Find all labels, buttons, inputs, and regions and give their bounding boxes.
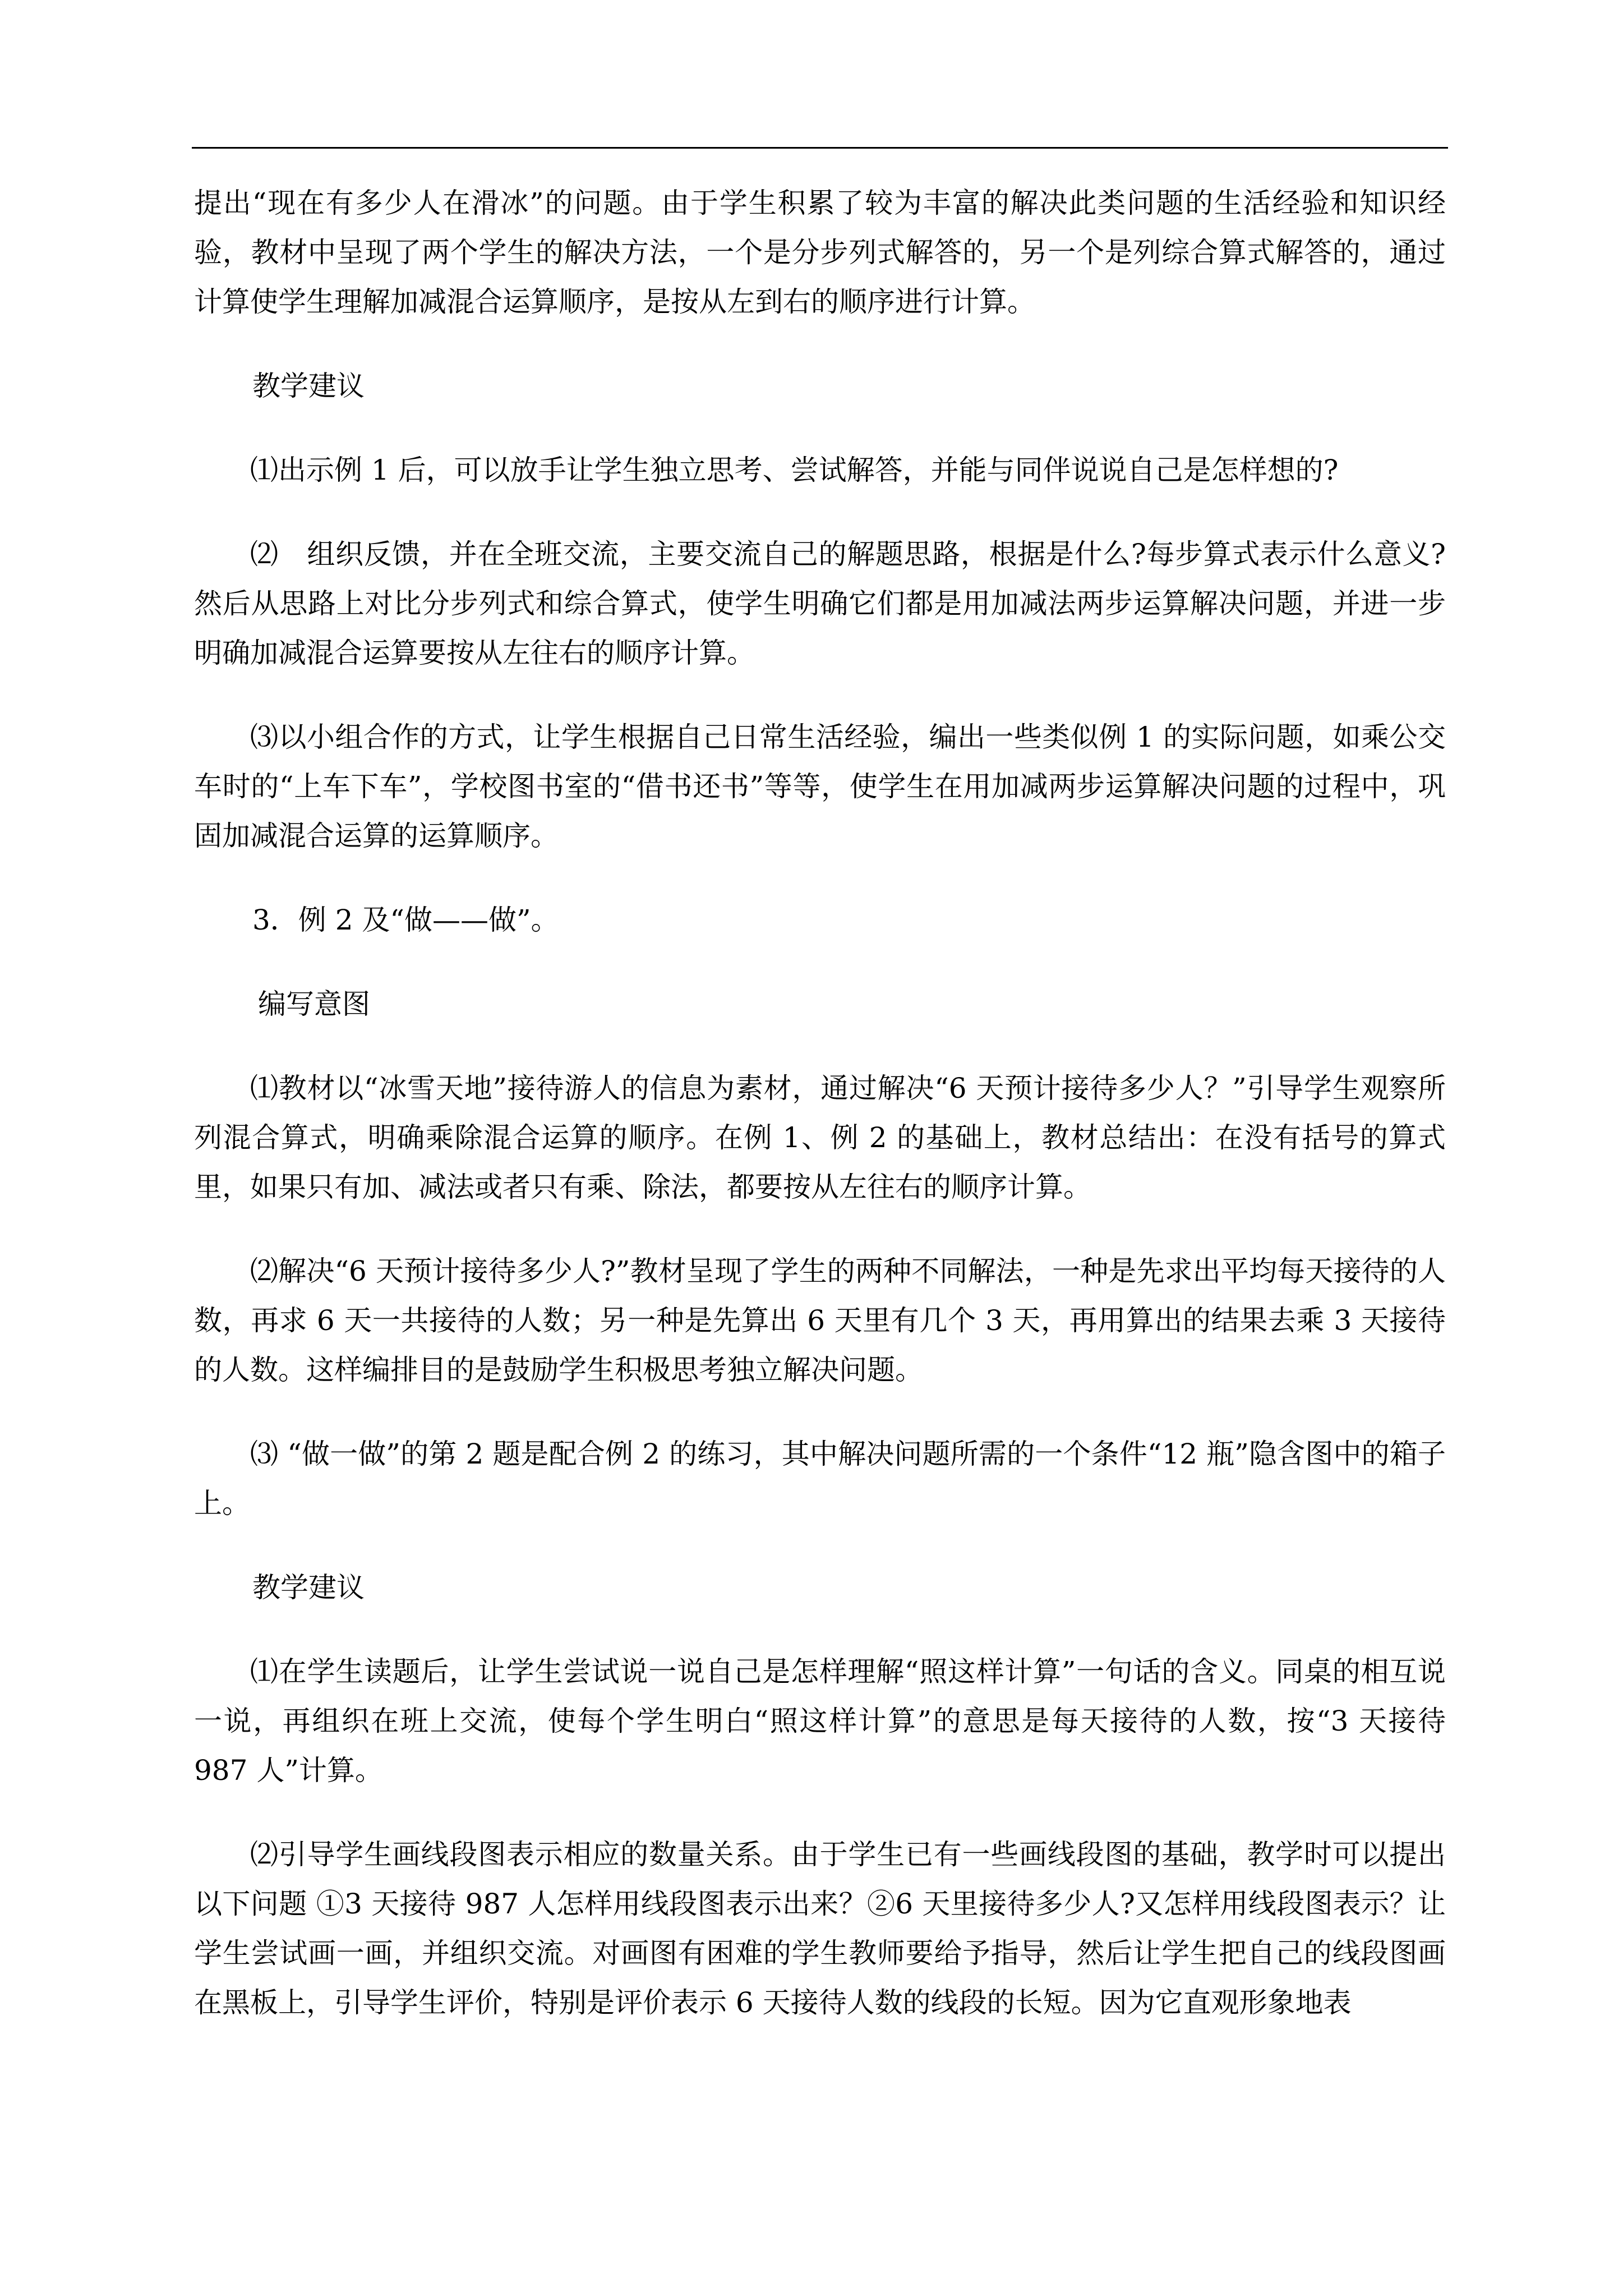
paragraph-continued-intro: 提出“现在有多少人在滑冰”的问题。由于学生积累了较为丰富的解决此类问题的生活经验和知识经验，教材中呈现了两个学生的解决方法，一个是分步列式解答的，另一个是列综合算式解答的，通过计算使学生理解加减混合运算顺序，是按从左到右的顺序进行计算。 bbox=[194, 187, 1446, 318]
heading-teaching-suggestions-2: 教学建议 bbox=[252, 1571, 365, 1604]
intent-3: ⑶ “做一做”的第 2 题是配合例 2 的练习，其中解决问题所需的一个条件“12 瓶”隐含图中的箱子上。 bbox=[194, 1438, 1446, 1520]
suggestion-1: ⑴出示例 1 后，可以放手让学生独立思考、尝试解答，并能与同伴说说自己是怎样想的? bbox=[250, 454, 1339, 486]
intent-2: ⑵解决“6 天预计接待多少人?”教材呈现了学生的两种不同解法，一种是先求出平均每天接待的人数，再求 6 天一共接待的人数；另一种是先算出 6 天里有几个 3 天，再用算出的结果去乘 3 天接待的人数。这样编排目的是鼓励学生积极思考独立解决问题。 bbox=[194, 1255, 1446, 1386]
section-3-title: 3．例 2 及“做——做”。 bbox=[252, 904, 559, 936]
heading-writing-intent: 编写意图 bbox=[258, 988, 370, 1020]
heading-teaching-suggestions: 教学建议 bbox=[252, 370, 365, 402]
suggestion-3: ⑶以小组合作的方式，让学生根据自己日常生活经验，编出一些类似例 1 的实际问题，如乘公交车时的“上车下车”，学校图书室的“借书还书”等等，使学生在用加减两步运算解决问题的过程中，巩固加减混合运算的运算顺序。 bbox=[194, 721, 1446, 852]
header-rule bbox=[192, 147, 1448, 149]
suggestion-b-1: ⑴在学生读题后，让学生尝试说一说自己是怎样理解“照这样计算”一句话的含义。同桌的相互说一说，再组织在班上交流，使每个学生明白“照这样计算”的意思是每天接待的人数，按“3 天接待 987 人”计算。 bbox=[194, 1655, 1446, 1787]
suggestion-2: ⑵ 组织反馈，并在全班交流，主要交流自己的解题思路，根据是什么?每步算式表示什么意义?然后从思路上对比分步列式和综合算式，使学生明确它们都是用加减法两步运算解决问题，并进一步明确加减混合运算要按从左往右的顺序计算。 bbox=[194, 538, 1446, 669]
suggestion-b-2: ⑵引导学生画线段图表示相应的数量关系。由于学生已有一些画线段图的基础，教学时可以提出以下问题 ①3 天接待 987 人怎样用线段图表示出来？②6 天里接待多少人?又怎样用线段图表示？让学生尝试画一画，并组织交流。对画图有困难的学生教师要给予指导，然后让学生把自己的线段图画在黑板上，引导学生评价，特别是评价表示 6 天接待人数的线段的长短。因为它直观形象地表 bbox=[194, 1838, 1446, 2019]
page-body bbox=[194, 178, 1446, 2027]
intent-1: ⑴教材以“冰雪天地”接待游人的信息为素材，通过解决“6 天预计接待多少人？”引导学生观察所列混合算式，明确乘除混合运算的顺序。在例 1、例 2 的基础上，教材总结出：在没有括号的算式里，如果只有加、减法或者只有乘、除法，都要按从左往右的顺序计算。 bbox=[194, 1072, 1446, 1203]
